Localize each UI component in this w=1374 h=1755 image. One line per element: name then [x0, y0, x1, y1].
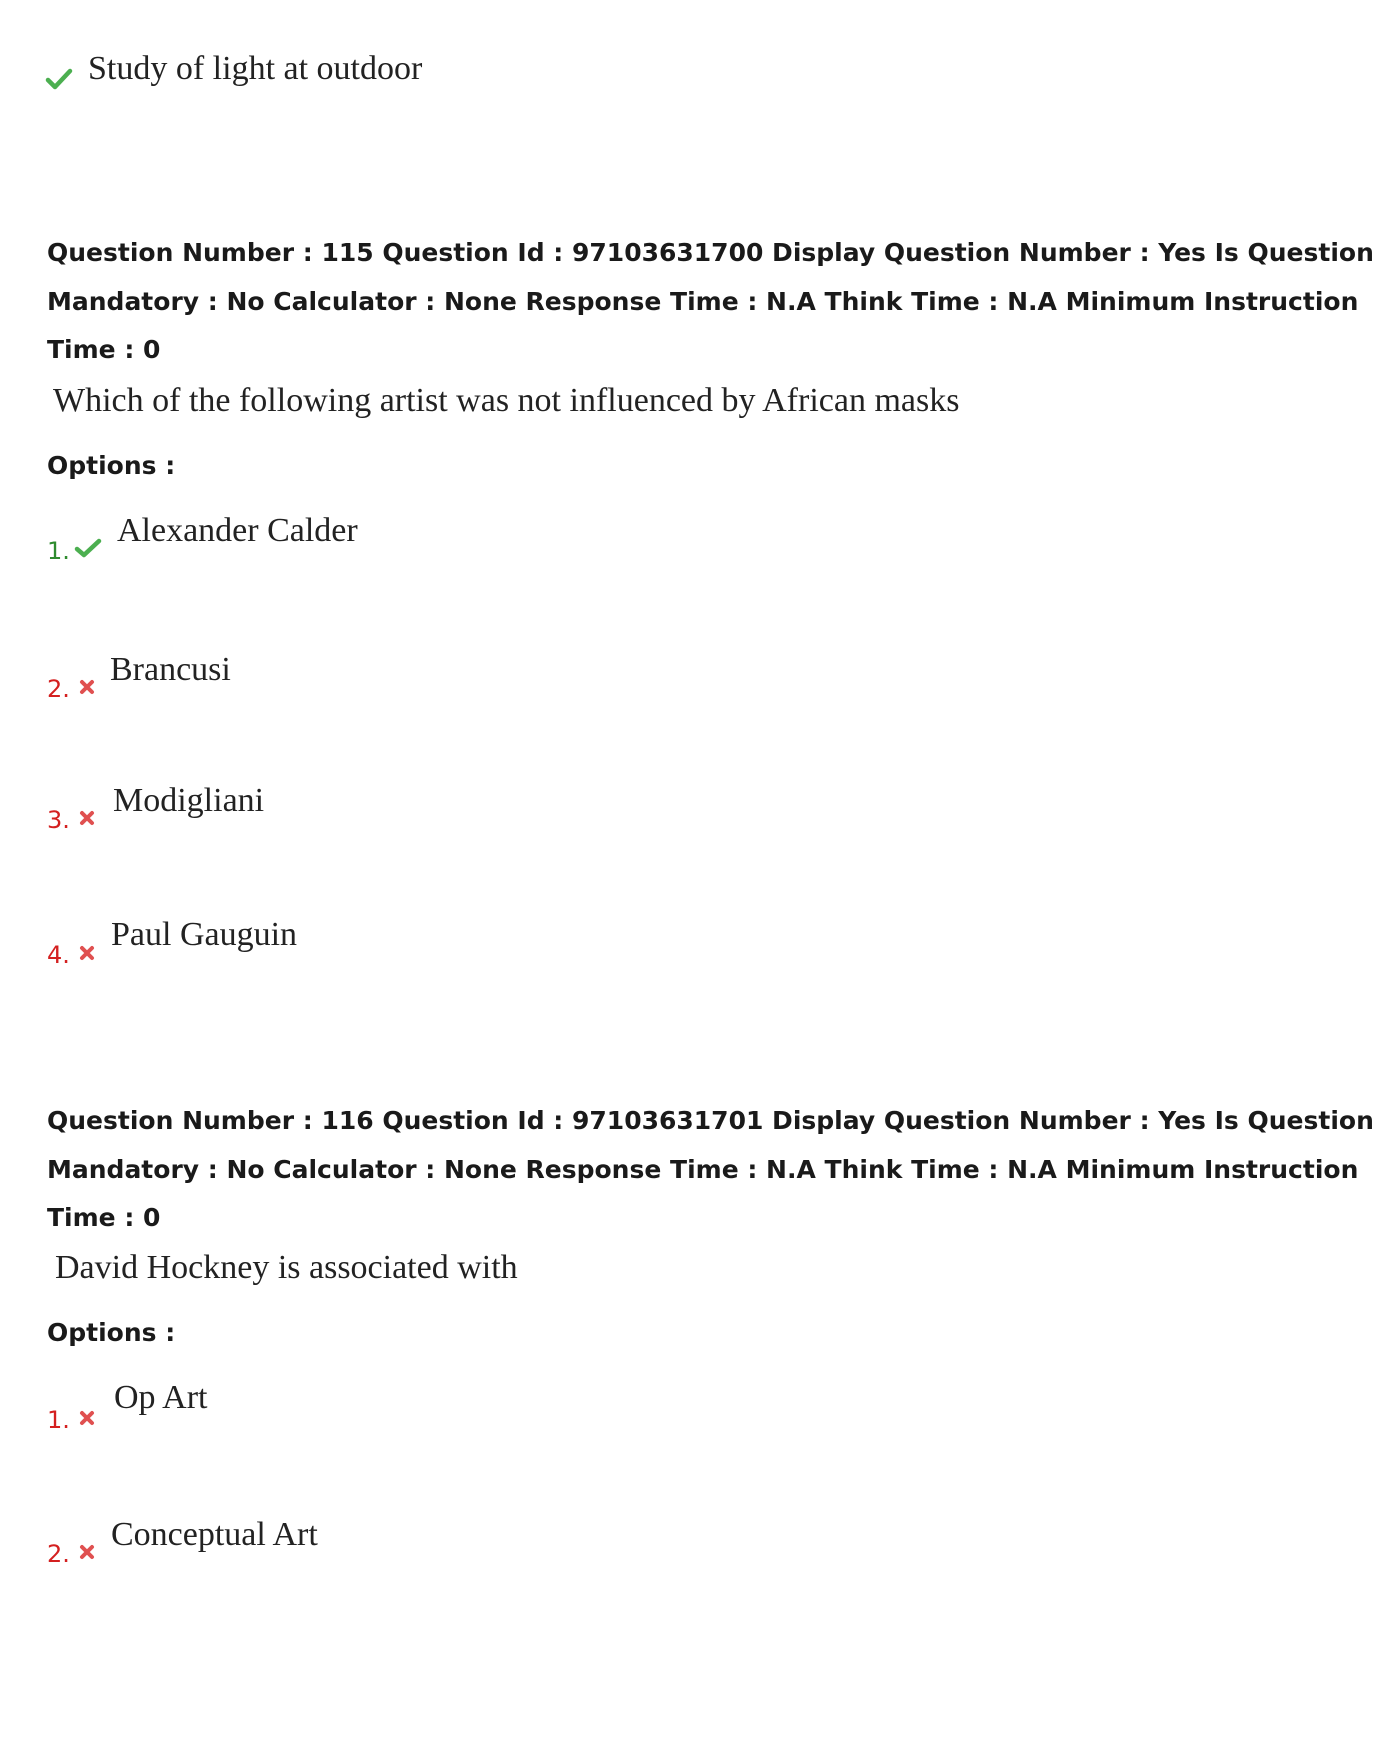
check-icon [75, 538, 101, 558]
cross-icon [79, 945, 95, 961]
option-number: 3. [47, 806, 70, 834]
question-text: David Hockney is associated with [55, 1249, 518, 1286]
option-text: Alexander Calder [117, 512, 358, 549]
option-number: 4. [47, 941, 70, 969]
question-meta [47, 229, 1374, 375]
question-meta-line: Mandatory : No Calculator : None Response Time : N.A Think Time : N.A Minimum Instruction [47, 1154, 1359, 1184]
cross-icon [79, 1410, 95, 1426]
option-number: 1. [47, 1406, 70, 1434]
option-number: 2. [47, 1540, 70, 1568]
option-text: Brancusi [110, 651, 231, 688]
options-label: Options : [47, 451, 176, 480]
question-meta-line: Time : 0 [47, 335, 161, 364]
option-text: Op Art [114, 1379, 208, 1416]
cross-icon [79, 679, 95, 695]
question-meta-line: Mandatory : No Calculator : None Response Time : N.A Think Time : N.A Minimum Instruction [47, 286, 1359, 316]
option-number: 2. [47, 675, 70, 703]
option-text: Conceptual Art [111, 1516, 318, 1553]
question-meta-line: Time : 0 [47, 1203, 161, 1232]
previous-option-text: Study of light at outdoor [88, 50, 423, 87]
question-text: Which of the following artist was not influenced by African masks [53, 382, 960, 419]
option-number: 1. [47, 537, 70, 565]
question-meta-line: Question Number : 116 Question Id : 97103631701 Display Question Number : Yes Is Question [47, 1106, 1374, 1135]
question-meta [47, 1097, 1374, 1243]
option-text: Paul Gauguin [111, 916, 298, 953]
cross-icon [79, 810, 95, 826]
check-icon [46, 68, 72, 90]
options-label: Options : [47, 1318, 176, 1347]
option-text: Modigliani [113, 782, 265, 819]
cross-icon [79, 1544, 95, 1560]
question-meta-line: Question Number : 115 Question Id : 97103631700 Display Question Number : Yes Is Question [47, 238, 1374, 267]
